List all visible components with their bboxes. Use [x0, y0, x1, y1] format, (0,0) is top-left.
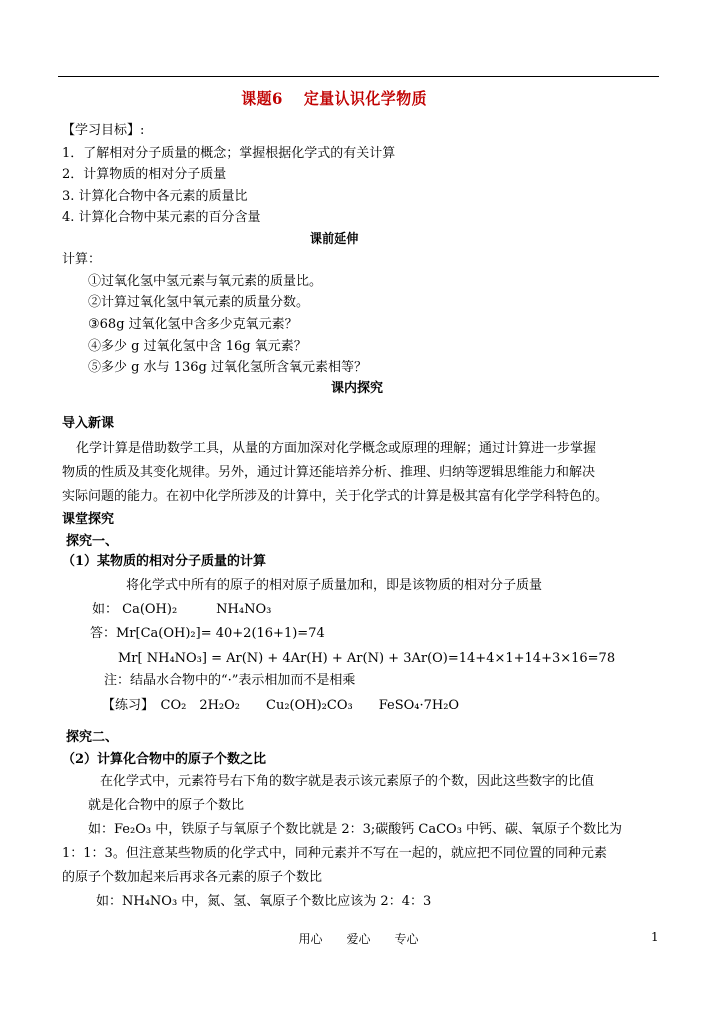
- pre-item: ①过氧化氢中氢元素与氧元素的质量比。: [88, 274, 323, 289]
- objectives-heading: 【学习目标】:: [62, 123, 145, 138]
- objective-item: 4. 计算化合物中某元素的百分含量: [62, 210, 261, 225]
- pre-item: ③68g 过氧化氢中含多少克氧元素？: [88, 317, 298, 332]
- explore-heading: 课堂探究: [62, 512, 115, 527]
- pre-section-heading: 课前延伸: [309, 232, 359, 247]
- explore1-answer-1: 答：Mr[Ca(OH)₂]= 40+2(16+1)=74: [90, 626, 325, 641]
- objective-item: 2．计算物质的相对分子质量: [62, 167, 227, 182]
- intro-line: 物质的性质及其变化规律。另外，通过计算还能培养分析、推理、归纳等逻辑思维能力和解决: [62, 465, 596, 480]
- objective-item: 3. 计算化合物中各元素的质量比: [62, 189, 248, 204]
- footer-text: 用心 爱心 专心: [298, 932, 419, 946]
- page-title: 课题6 定量认识化学物质: [241, 89, 427, 108]
- explore2-label: 探究二、: [66, 730, 119, 745]
- explore1-practice: 【练习】 CO₂ 2H₂O₂ Cu₂(OH)₂CO₃ FeSO₄·7H₂O: [102, 698, 460, 713]
- objective-item: 1．了解相对分子质量的概念；掌握根据化学式的有关计算: [62, 146, 396, 161]
- pre-item: ⑤多少 g 水与 136g 过氧化氢所含氧元素相等？: [88, 360, 367, 375]
- pre-item: ④多少 g 过氧化氢中含 16g 氧元素？: [88, 339, 307, 354]
- explore2-title: （2）计算化合物中的原子个数之比: [62, 752, 267, 767]
- explore2-line: 在化学式中，元素符号右下角的数字就是表示该元素原子的个数，因此这些数字的比值: [100, 774, 595, 789]
- explore1-definition: 将化学式中所有的原子的相对原子质量加和，即是该物质的相对分子质量: [126, 578, 543, 593]
- in-class-heading: 课内探究: [331, 381, 384, 396]
- explore2-line: 如：Fe₂O₃ 中，铁原子与氧原子个数比就是 2：3;碳酸钙 CaCO₃ 中钙、碳、氧原子个数比为: [88, 822, 623, 837]
- intro-heading: 导入新课: [62, 416, 115, 431]
- explore2-line: 如：NH₄NO₃ 中，氮、氢、氧原子个数比应该为 2：4：3: [96, 894, 432, 909]
- page-number: 1: [651, 930, 659, 944]
- explore1-note: 注：结晶水合物中的“·”表示相加而不是相乘: [104, 673, 356, 688]
- intro-line: 实际问题的能力。在初中化学所涉及的计算中，关于化学式的计算是极其富有化学学科特色的。: [62, 489, 609, 504]
- explore1-example: 如： Ca(OH)₂ NH₄NO₃: [92, 602, 272, 617]
- explore2-line: 就是化合物中的原子个数比: [88, 798, 245, 813]
- explore1-answer-2: Mr[ NH₄NO₃] = Ar(N) + 4Ar(H) + Ar(N) + 3Ar(O)=14+4×1+14+3×16=78: [118, 651, 616, 666]
- calc-label: 计算：: [62, 252, 102, 267]
- explore2-line: 1：1：3。但注意某些物质的化学式中，同种元素并不写在一起的，就应把不同位置的同种元素: [62, 846, 607, 861]
- pre-item: ②计算过氧化氢中氧元素的质量分数。: [88, 295, 310, 310]
- intro-line: 化学计算是借助数学工具，从量的方面加深对化学概念或原理的理解；通过计算进一步掌握: [76, 441, 597, 456]
- explore1-label: 探究一、: [66, 534, 119, 549]
- explore2-line: 的原子个数加起来后再求各元素的原子个数比: [62, 870, 323, 885]
- header-rule: [58, 76, 659, 77]
- explore1-title: （1）某物质的相对分子质量的计算: [62, 554, 267, 569]
